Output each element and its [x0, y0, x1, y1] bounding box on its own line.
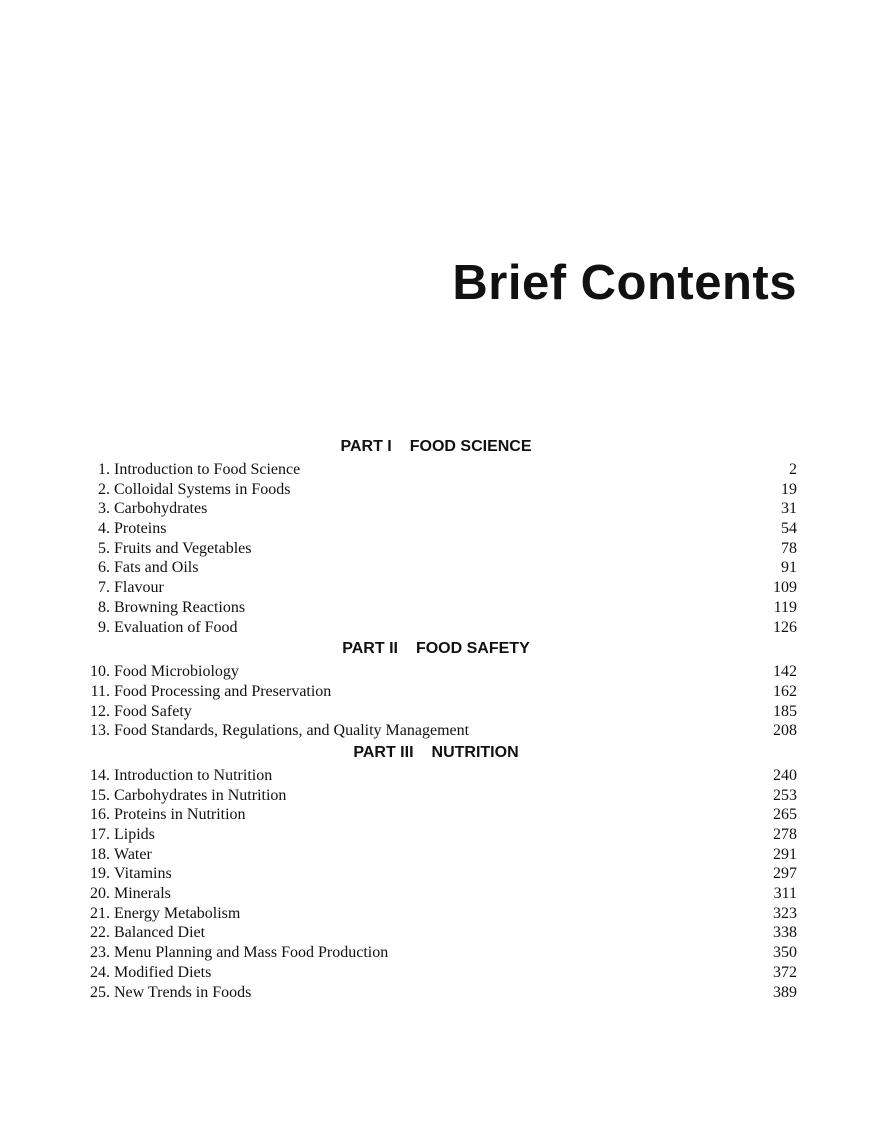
chapter-number: 21.	[90, 904, 110, 922]
chapter-title: Food Standards, Regulations, and Quality Management	[114, 722, 470, 740]
chapter-title: Proteins in Nutrition	[114, 806, 246, 824]
chapter-title: Water	[114, 845, 152, 863]
toc-entry[interactable]	[75, 825, 797, 845]
chapter-title: Introduction to Food Science	[114, 461, 301, 478]
chapter-number: 12.	[90, 702, 110, 720]
page-number: 119	[773, 598, 797, 616]
chapter-number: 11.	[90, 682, 110, 700]
page-number: 78	[781, 539, 797, 557]
chapter-title: Lipids	[114, 826, 155, 843]
page-title: Brief Contents	[452, 256, 797, 310]
toc-entry[interactable]	[75, 578, 797, 598]
page-number: 208	[773, 722, 797, 740]
chapter-title: Menu Planning and Mass Food Production	[114, 944, 389, 962]
toc-entry[interactable]	[75, 662, 797, 682]
toc-entry[interactable]	[75, 499, 797, 519]
toc-entry[interactable]	[75, 845, 797, 865]
toc-entry[interactable]	[75, 618, 797, 638]
chapter-title: Carbohydrates in Nutrition	[114, 786, 287, 804]
toc-entry[interactable]	[75, 598, 797, 618]
page-number: 389	[773, 983, 797, 1001]
chapter-title: Browning Reactions	[114, 598, 246, 616]
part-label: PART I	[340, 438, 392, 455]
chapter-title: Flavour	[114, 579, 164, 597]
toc-entry[interactable]	[75, 558, 797, 578]
page-number: 162	[773, 682, 797, 700]
chapter-title: Food Microbiology	[114, 663, 239, 681]
chapter-title: Fats and Oils	[114, 559, 199, 577]
page-number: 91	[781, 559, 797, 577]
chapter-number: 23.	[90, 944, 110, 962]
chapter-title: Evaluation of Food	[114, 618, 238, 636]
toc-entry[interactable]	[75, 702, 797, 722]
chapter-title: Vitamins	[114, 865, 172, 883]
page-number: 291	[773, 845, 797, 863]
chapter-number: 24.	[90, 963, 110, 981]
toc-entry[interactable]	[75, 983, 797, 1003]
chapter-number: 4.	[98, 520, 110, 538]
page-number: 278	[773, 826, 797, 843]
chapter-number: 18.	[90, 845, 110, 863]
page-number: 240	[773, 766, 797, 784]
chapter-title: New Trends in Foods	[114, 983, 252, 1001]
toc-entry[interactable]	[75, 943, 797, 963]
chapter-title: Balanced Diet	[114, 924, 206, 942]
page-number: 2	[789, 461, 797, 478]
page-number: 109	[773, 579, 797, 597]
chapter-number: 20.	[90, 885, 110, 903]
chapter-number: 14.	[90, 766, 110, 784]
chapter-number: 3.	[98, 500, 110, 518]
chapter-title: Minerals	[114, 885, 171, 903]
chapter-number: 17.	[90, 826, 110, 843]
toc-entry[interactable]	[75, 884, 797, 904]
page-number: 54	[781, 520, 797, 538]
toc-entry[interactable]	[75, 766, 797, 786]
part-title: NUTRITION	[431, 743, 519, 761]
chapter-title: Carbohydrates	[114, 500, 208, 518]
chapter-number: 19.	[90, 865, 110, 883]
page-number: 185	[773, 702, 797, 720]
page-number: 372	[773, 963, 797, 981]
toc-entry[interactable]	[75, 519, 797, 539]
chapter-number: 16.	[90, 806, 110, 824]
page-number: 323	[773, 904, 797, 922]
page-number: 253	[773, 786, 797, 804]
toc-entry[interactable]	[75, 480, 797, 500]
chapter-number: 5.	[98, 539, 110, 557]
toc-entry[interactable]	[75, 682, 797, 702]
page-number: 297	[773, 865, 797, 883]
chapter-number: 13.	[90, 722, 110, 740]
toc-entry[interactable]	[75, 805, 797, 825]
chapter-number: 15.	[90, 786, 110, 804]
chapter-title: Energy Metabolism	[114, 904, 241, 922]
chapter-title: Colloidal Systems in Foods	[114, 480, 291, 498]
table-of-contents	[75, 435, 797, 1002]
chapter-title: Introduction to Nutrition	[114, 766, 273, 784]
chapter-title: Modified Diets	[114, 963, 212, 981]
chapter-number: 25.	[90, 983, 110, 1001]
toc-entry[interactable]	[75, 721, 797, 741]
chapter-title: Food Safety	[114, 702, 192, 720]
toc-entry[interactable]	[75, 460, 797, 480]
page-number: 311	[773, 885, 797, 903]
toc-entry[interactable]	[75, 963, 797, 983]
chapter-number: 10.	[90, 663, 110, 681]
toc-entry[interactable]	[75, 923, 797, 943]
part-title: FOOD SAFETY	[415, 640, 530, 658]
page-number: 350	[773, 944, 797, 962]
page-number: 126	[773, 618, 797, 636]
chapter-number: 22.	[90, 924, 110, 942]
page-number: 19	[781, 480, 797, 498]
part-heading	[75, 437, 797, 457]
chapter-number: 1.	[98, 461, 110, 478]
toc-entry[interactable]	[75, 904, 797, 924]
page-number: 31	[781, 500, 797, 518]
chapter-title: Proteins	[114, 520, 167, 538]
part-label: PART II	[342, 640, 398, 658]
page-number: 338	[773, 924, 797, 942]
chapter-number: 2.	[98, 480, 110, 498]
chapter-number: 8.	[98, 598, 110, 616]
chapter-title: Fruits and Vegetables	[114, 539, 252, 557]
part-heading	[75, 639, 797, 659]
toc-entry[interactable]	[75, 539, 797, 559]
page-number: 265	[773, 806, 797, 824]
chapter-number: 9.	[98, 618, 110, 636]
page-number: 142	[773, 663, 797, 681]
toc-entry[interactable]	[75, 864, 797, 884]
part-label: PART III	[353, 743, 414, 761]
toc-entry[interactable]	[75, 786, 797, 806]
chapter-title: Food Processing and Preservation	[114, 682, 332, 700]
part-heading	[75, 743, 797, 763]
chapter-number: 7.	[98, 579, 110, 597]
chapter-number: 6.	[98, 559, 110, 577]
part-title: FOOD SCIENCE	[409, 438, 532, 455]
